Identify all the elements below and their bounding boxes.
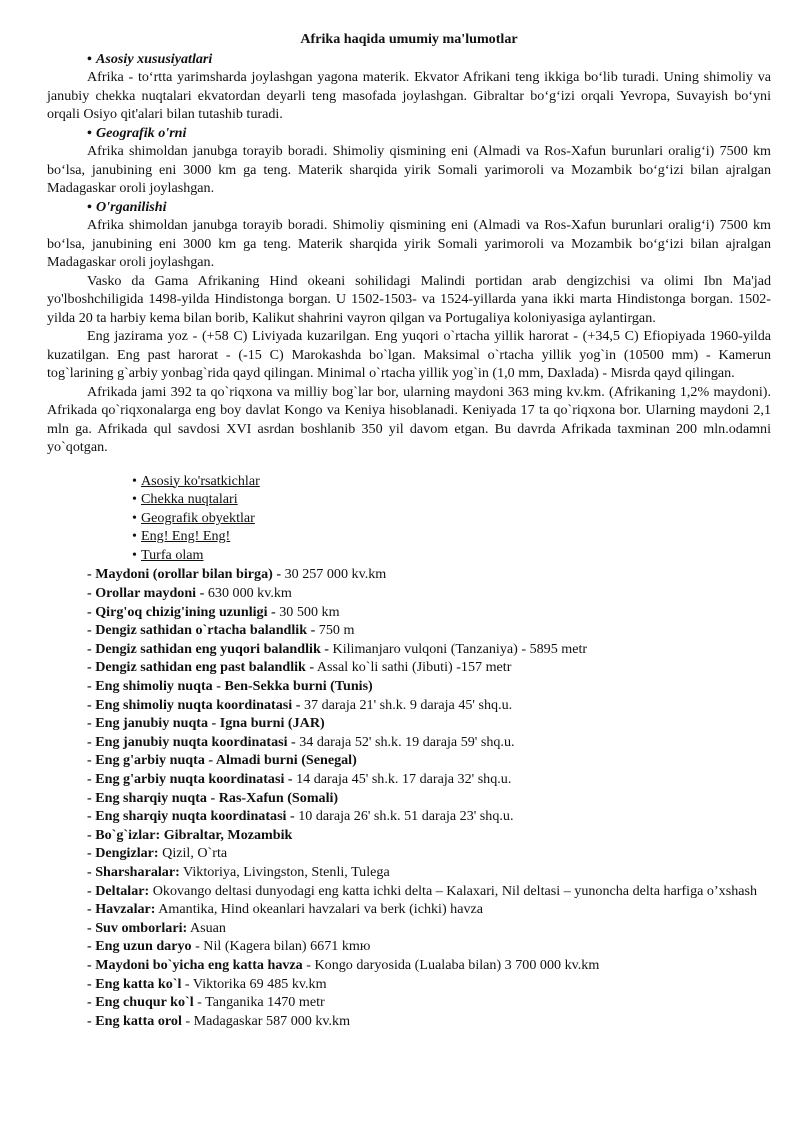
section-heading <box>47 124 771 143</box>
fact-label: - Eng katta orol <box>87 1012 182 1029</box>
facts-list <box>47 565 771 1030</box>
fact-value: Kilimanjaro vulqoni (Tanzaniya) - 5895 metr <box>329 640 588 657</box>
fact-value: Assal ko`li sathi (Jibuti) -157 metr <box>314 659 512 676</box>
fact-row <box>47 603 771 622</box>
fact-label: - Sharsharalar: <box>87 863 180 880</box>
nav-link[interactable]: Turfa olam <box>141 546 204 563</box>
fact-label: - Dengiz sathidan eng yuqori balandlik - <box>87 640 329 657</box>
paragraph: Eng jazirama yoz - (+58 C) Liviyada kuzarilgan. Eng yuqori o`rtacha yillik harorat - (+34,5 C) Efiopiyada 1960-yilda kuzatilgan. Eng past harorat - (-15 C) Marokashda bo`lgan. Maksimal o`rtacha yillik yog`in (10500 mm) - Kamerun tog`larining g`arbiy yonbag`rida qayd qilingan. Minimal o`rtacha yillik yog`in (1,0 mm, Daxlada) - Misrda qayd qilingan. <box>47 328 771 381</box>
fact-row <box>47 751 771 770</box>
document-title: Afrika haqida umumiy ma'lumotlar <box>300 31 518 47</box>
paragraph: Vasko da Gama Afrikaning Hind okeani sohilidagi Malindi portidan arab dengizchisi va olimi Ibn Ma'jad yo'lboshchiligida 1498-yilda Hindistonga borgan. U 1502-1503- va 1524-yillarda yana ikki marta Hindistonga borgan. 1502-yilda 20 ta harbiy kema bilan borib, Kalikut shahrini vayron qilgan va Portugaliya koloniyasiga aylantirgan. <box>47 272 771 326</box>
bullet-icon: • <box>132 491 137 508</box>
fact-value: 30 500 km <box>275 603 340 620</box>
section-heading-text: O'rganilishi <box>96 198 167 215</box>
fact-row <box>47 640 771 659</box>
fact-row <box>47 844 771 863</box>
fact-value: 630 000 kv.km <box>204 585 292 602</box>
fact-row <box>47 565 771 584</box>
fact-label: - Maydoni (orollar bilan birga) - <box>87 566 282 583</box>
paragraph: Afrika - to‘rtta yarimsharda joylashgan yagona materik. Ekvator Afrikani teng ikkiga bo‘lib turadi. Uning shimoliy va janubiy chekka nuqtalari ekvatordan deyarli teng masofada joylashgan. Gibraltar bo‘g‘izi orqali Yevropa, Suvayish bo‘yni orqali Osiyo qit'alari bilan tutashib turadi. <box>47 69 771 122</box>
fact-value: 34 daraja 52' sh.k. 19 daraja 59' shq.u. <box>295 733 515 750</box>
fact-label: - Eng chuqur ko`l <box>87 994 194 1011</box>
bullet-icon: • <box>87 124 92 141</box>
fact-value: Asuan <box>187 919 226 936</box>
fact-label: - Orollar maydoni - <box>87 585 205 602</box>
paragraph: Afrika shimoldan janubga torayib boradi. Shimoliy qismining eni (Almadi va Ros-Xafun burunlari oralig‘i) 7500 km bo‘lsa, janubining eni 3000 km ga teng. Materik sharqida yirik Somali yarimoroli va Mozambik bo‘g‘izi bilan ajralgan Madagaskar oroli joylashgan. <box>47 217 771 270</box>
nav-item <box>132 509 771 528</box>
nav-link[interactable]: Eng! Eng! Eng! <box>141 528 231 545</box>
nav-link[interactable]: Geografik obyektlar <box>141 509 255 526</box>
nav-item <box>132 546 771 565</box>
fact-label: - Eng g'arbiy nuqta - Almadi burni (Senegal) <box>87 752 357 769</box>
paragraph: Afrika shimoldan janubga torayib boradi. Shimoliy qismining eni (Almadi va Ros-Xafun burunlari oralig‘i) 7500 km bo‘lsa, janubining eni 3000 km ga teng. Materik sharqida yirik Somali yarimoroli va Mozambik bo‘g‘izi bilan ajralgan Madagaskar oroli joylashgan. <box>47 143 771 196</box>
fact-row <box>47 993 771 1012</box>
fact-row <box>47 863 771 882</box>
nav-item <box>132 527 771 546</box>
fact-label: - Deltalar: <box>87 882 150 899</box>
fact-row <box>47 789 771 808</box>
fact-row <box>47 882 771 901</box>
fact-label: - Eng uzun daryo <box>87 938 192 955</box>
fact-value: Qizil, O`rta <box>158 845 228 862</box>
fact-label: - Bo`g`izlar: Gibraltar, Mozambik <box>87 826 293 843</box>
fact-value: - Kongo daryosida (Lualaba bilan) 3 700 000 kv.km <box>302 956 600 973</box>
nav-links <box>47 472 771 565</box>
fact-value: - Nil (Kagera bilan) 6671 kmю <box>191 938 371 955</box>
fact-row <box>47 584 771 603</box>
section-heading <box>47 50 771 69</box>
fact-value: - Madagaskar 587 000 kv.km <box>181 1012 351 1029</box>
section-heading <box>47 198 771 217</box>
fact-row <box>47 714 771 733</box>
fact-row <box>47 956 771 975</box>
fact-label: - Eng sharqiy nuqta - Ras-Xafun (Somali) <box>87 789 339 806</box>
fact-label: - Eng shimoliy nuqta - Ben-Sekka burni (Tunis) <box>87 678 373 695</box>
nav-item <box>132 490 771 509</box>
fact-row <box>47 733 771 752</box>
fact-value: 10 daraja 26' sh.k. 51 daraja 23' shq.u. <box>294 808 514 825</box>
bullet-icon: • <box>132 546 137 563</box>
fact-value: - Viktorika 69 485 kv.km <box>181 975 327 992</box>
fact-row <box>47 677 771 696</box>
fact-value: 37 daraja 21' sh.k. 9 daraja 45' shq.u. <box>300 696 513 713</box>
paragraph: Afrikada jami 392 ta qo`riqxona va milliy bog`lar bor, ularning maydoni 363 ming kv.km. (Afrikaning 1,2% maydoni). Afrikada qo`riqxonalarga eng boy davlat Kongo va Keniya hisoblanadi. Keniyada 17 ta qo`riqxona bor. Ularning maydoni 2,1 mln ga. Afrikada qul savdosi XVI asrdan boshlanib 350 yil davom etgan. Bu davrda Afrikada taxminan 200 mln.odamni yo`qotgan. <box>47 383 771 455</box>
fact-row <box>47 696 771 715</box>
fact-value: Okovango deltasi dunyodagi eng katta ichki delta – Kalaxari, Nil deltasi – yunoncha delta harfiga o’xshash <box>149 882 758 899</box>
fact-label: - Eng janubiy nuqta koordinatasi - <box>87 733 296 750</box>
nav-link[interactable]: Chekka nuqtalari <box>141 491 238 508</box>
fact-row <box>47 826 771 845</box>
fact-label: - Maydoni bo`yicha eng katta havza <box>87 956 303 973</box>
section-heading-text: Asosiy xususiyatlari <box>96 50 213 67</box>
fact-label: - Dengizlar: <box>87 845 159 862</box>
fact-label: - Eng janubiy nuqta - Igna burni (JAR) <box>87 715 325 732</box>
fact-value: 30 257 000 kv.km <box>281 566 387 583</box>
fact-label: - Qirg'oq chizig'ining uzunligi - <box>87 603 276 620</box>
fact-row <box>47 975 771 994</box>
bullet-icon: • <box>132 528 137 545</box>
fact-value: Amantika, Hind okeanlari havzalari va berk (ichki) havza <box>155 901 484 918</box>
section-heading-text: Geografik o'rni <box>96 124 187 141</box>
fact-value: Viktoriya, Livingston, Stenli, Tulega <box>179 863 390 880</box>
fact-row <box>47 621 771 640</box>
nav-item <box>132 472 771 491</box>
fact-row <box>47 770 771 789</box>
bullet-icon: • <box>87 198 92 215</box>
fact-label: - Suv omborlari: <box>87 919 188 936</box>
sections <box>47 50 771 457</box>
fact-row <box>47 1012 771 1031</box>
fact-label: - Eng katta ko`l <box>87 975 182 992</box>
fact-value: - Tanganika 1470 metr <box>193 994 325 1011</box>
fact-row <box>47 900 771 919</box>
document-page <box>47 30 771 1030</box>
fact-row <box>47 919 771 938</box>
nav-link[interactable]: Asosiy ko'rsatkichlar <box>141 472 260 489</box>
fact-label: - Eng shimoliy nuqta koordinatasi - <box>87 696 301 713</box>
fact-row <box>47 658 771 677</box>
bullet-icon: • <box>132 509 137 526</box>
fact-label: - Eng sharqiy nuqta koordinatasi - <box>87 808 295 825</box>
fact-value: 14 daraja 45' sh.k. 17 daraja 32' shq.u. <box>292 771 512 787</box>
fact-row <box>47 807 771 826</box>
fact-label: - Dengiz sathidan o`rtacha balandlik - <box>87 622 316 639</box>
bullet-icon: • <box>87 50 92 67</box>
fact-label: - Havzalar: <box>87 901 156 918</box>
fact-row <box>47 937 771 956</box>
fact-label: - Eng g'arbiy nuqta koordinatasi - <box>87 771 293 787</box>
fact-label: - Dengiz sathidan eng past balandlik - <box>87 659 315 676</box>
bullet-icon: • <box>132 472 137 489</box>
fact-value: 750 m <box>315 622 355 639</box>
